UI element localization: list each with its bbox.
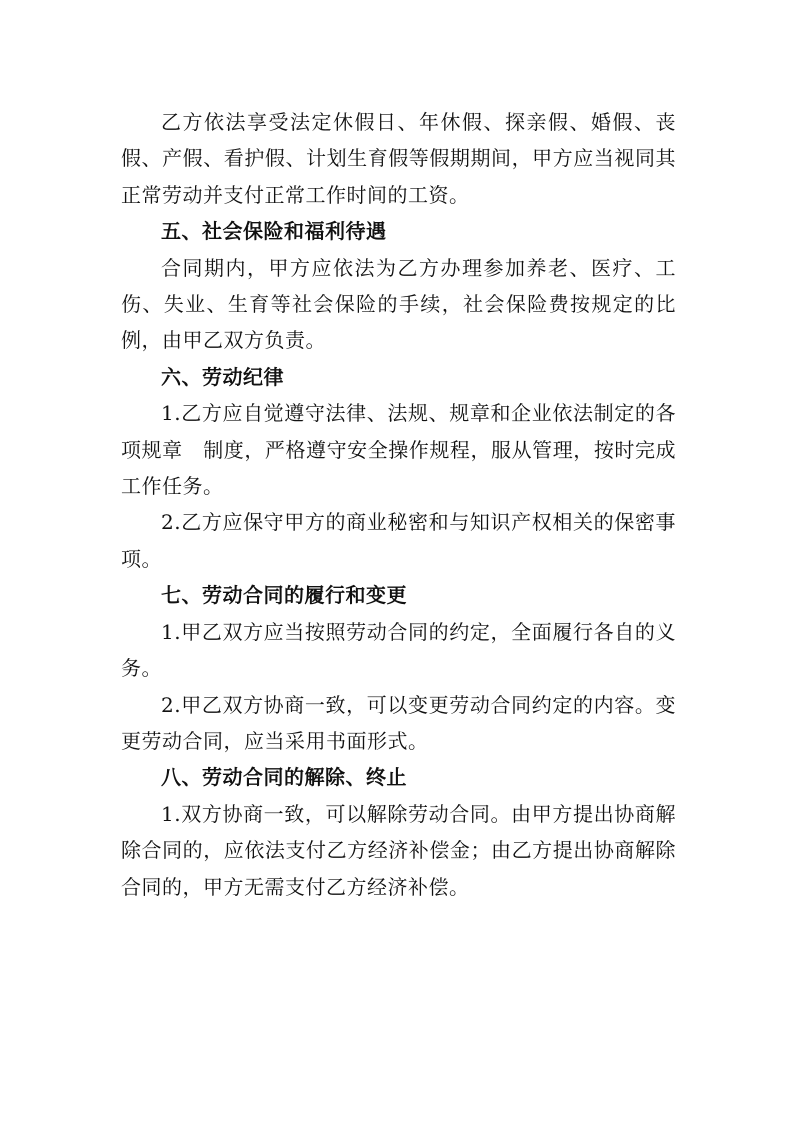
paragraph-performance-2: 2.甲乙双方协商一致，可以变更劳动合同约定的内容。变更劳动合同，应当采用书面形式。: [121, 692, 676, 753]
paragraph-termination-1: 1.双方协商一致，可以解除劳动合同。由甲方提出协商解除合同的，应依法支付乙方经济补偿金；由乙方提出协商解除合同的，甲方无需支付乙方经济补偿。: [121, 801, 676, 899]
document-page: [121, 104, 676, 905]
paragraph-leave-wages: 乙方依法享受法定休假日、年休假、探亲假、婚假、丧假、产假、看护假、计划生育假等假期期间，甲方应当视同其正常劳动并支付正常工作时间的工资。: [121, 110, 676, 207]
heading-section-8: 八、劳动合同的解除、终止: [161, 765, 407, 790]
heading-section-7: 七、劳动合同的履行和变更: [161, 583, 407, 608]
paragraph-discipline-1: 1.乙方应自觉遵守法律、法规、规章和企业依法制定的各项规章 制度，严格遵守安全操作规程，服从管理，按时完成工作任务。: [121, 401, 676, 499]
paragraph-discipline-2: 2.乙方应保守甲方的商业秘密和与知识产权相关的保密事项。: [121, 510, 676, 571]
paragraph-social-insurance: 合同期内，甲方应依法为乙方办理参加养老、医疗、工伤、失业、生育等社会保险的手续，社会保险费按规定的比例，由甲乙双方负责。: [121, 255, 676, 353]
paragraph-performance-1: 1.甲乙双方应当按照劳动合同的约定，全面履行各自的义务。: [121, 619, 676, 681]
heading-section-5: 五、社会保险和福利待遇: [161, 219, 387, 244]
heading-section-6: 六、劳动纪律: [161, 364, 284, 389]
